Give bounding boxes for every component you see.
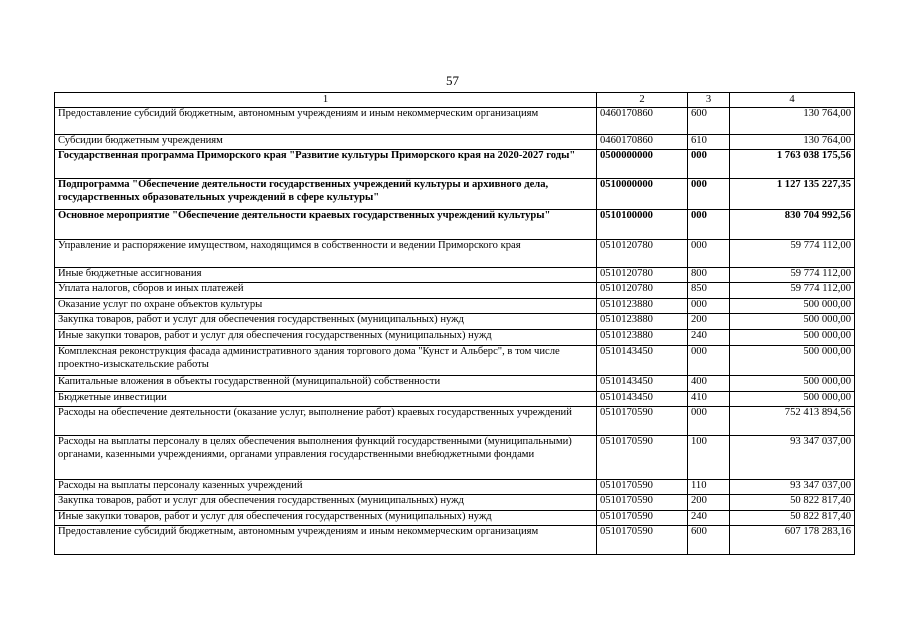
row-name-cell: Расходы на обеспечение деятельности (оказание услуг, выполнение работ) краевых государственных учреждений	[55, 407, 597, 436]
row-amount-cell: 500 000,00	[730, 346, 855, 376]
row-amount-cell: 130 764,00	[730, 108, 855, 135]
row-type-cell: 240	[688, 511, 730, 526]
row-type-cell: 800	[688, 268, 730, 283]
table-row	[55, 299, 855, 314]
budget-table	[54, 92, 855, 555]
row-type-cell: 240	[688, 330, 730, 346]
row-type-cell: 000	[688, 299, 730, 314]
row-name-cell: Иные закупки товаров, работ и услуг для обеспечения государственных (муниципальных) нужд	[55, 330, 597, 346]
table-row	[55, 135, 855, 150]
row-code-cell: 0510170590	[597, 511, 688, 526]
row-amount-cell: 130 764,00	[730, 135, 855, 150]
column-header-code: 2	[597, 93, 688, 108]
row-type-cell: 850	[688, 283, 730, 299]
row-code-cell: 0510143450	[597, 376, 688, 392]
row-name-cell: Предоставление субсидий бюджетным, автономным учреждениям и иным некоммерческим организациям	[55, 526, 597, 555]
table-row	[55, 179, 855, 210]
row-type-cell: 000	[688, 150, 730, 179]
row-code-cell: 0510120780	[597, 283, 688, 299]
row-code-cell: 0510170590	[597, 407, 688, 436]
table-row	[55, 495, 855, 511]
row-amount-cell: 500 000,00	[730, 376, 855, 392]
table-row	[55, 480, 855, 495]
row-code-cell: 0510170590	[597, 436, 688, 480]
row-type-cell: 200	[688, 314, 730, 330]
row-name-cell: Государственная программа Приморского края "Развитие культуры Приморского края на 2020-2027 годы"	[55, 150, 597, 179]
row-code-cell: 0460170860	[597, 135, 688, 150]
table-row	[55, 346, 855, 376]
table-body	[55, 108, 855, 555]
row-name-cell: Закупка товаров, работ и услуг для обеспечения государственных (муниципальных) нужд	[55, 495, 597, 511]
row-amount-cell: 50 822 817,40	[730, 495, 855, 511]
row-code-cell: 0510120780	[597, 268, 688, 283]
row-name-cell: Подпрограмма "Обеспечение деятельности государственных учреждений культуры и архивного дела, государственных образовательных учреждений в сфере культуры"	[55, 179, 597, 210]
row-code-cell: 0510170590	[597, 480, 688, 495]
row-type-cell: 000	[688, 407, 730, 436]
row-code-cell: 0510170590	[597, 526, 688, 555]
row-type-cell: 200	[688, 495, 730, 511]
row-amount-cell: 59 774 112,00	[730, 268, 855, 283]
row-type-cell: 000	[688, 179, 730, 210]
row-name-cell: Управление и распоряжение имуществом, находящимся в собственности и ведении Приморского края	[55, 240, 597, 268]
row-name-cell: Основное мероприятие "Обеспечение деятельности краевых государственных учреждений культуры"	[55, 210, 597, 240]
row-amount-cell: 50 822 817,40	[730, 511, 855, 526]
row-name-cell: Уплата налогов, сборов и иных платежей	[55, 283, 597, 299]
row-code-cell: 0510000000	[597, 179, 688, 210]
table-row	[55, 392, 855, 407]
row-type-cell: 110	[688, 480, 730, 495]
row-code-cell: 0500000000	[597, 150, 688, 179]
row-type-cell: 600	[688, 526, 730, 555]
header-row	[55, 93, 855, 108]
column-header-name: 1	[55, 93, 597, 108]
row-amount-cell: 93 347 037,00	[730, 480, 855, 495]
row-amount-cell: 607 178 283,16	[730, 526, 855, 555]
row-amount-cell: 830 704 992,56	[730, 210, 855, 240]
table-row	[55, 526, 855, 555]
row-code-cell: 0510170590	[597, 495, 688, 511]
column-header-type: 3	[688, 93, 730, 108]
row-code-cell: 0510123880	[597, 299, 688, 314]
table-row	[55, 511, 855, 526]
row-code-cell: 0510123880	[597, 330, 688, 346]
row-code-cell: 0510143450	[597, 392, 688, 407]
row-amount-cell: 500 000,00	[730, 314, 855, 330]
row-name-cell: Иные закупки товаров, работ и услуг для обеспечения государственных (муниципальных) нужд	[55, 511, 597, 526]
table-row	[55, 268, 855, 283]
table-row	[55, 283, 855, 299]
page-number: 57	[446, 73, 459, 88]
row-type-cell: 610	[688, 135, 730, 150]
row-name-cell: Расходы на выплаты персоналу в целях обеспечения выполнения функций государственными (муниципальными) органами, казенными учреждениями, органами управления государственными внебюджетными фондами	[55, 436, 597, 480]
row-amount-cell: 500 000,00	[730, 392, 855, 407]
row-amount-cell: 93 347 037,00	[730, 436, 855, 480]
row-name-cell: Иные бюджетные ассигнования	[55, 268, 597, 283]
row-amount-cell: 59 774 112,00	[730, 283, 855, 299]
row-type-cell: 000	[688, 240, 730, 268]
row-amount-cell: 1 127 135 227,35	[730, 179, 855, 210]
row-code-cell: 0510120780	[597, 240, 688, 268]
row-type-cell: 000	[688, 346, 730, 376]
row-type-cell: 400	[688, 376, 730, 392]
table-row	[55, 210, 855, 240]
row-name-cell: Комплексная реконструкция фасада административного здания торгового дома "Кунст и Альберс", в том числе проектно-изыскательские работы	[55, 346, 597, 376]
row-amount-cell: 1 763 038 175,56	[730, 150, 855, 179]
row-name-cell: Расходы на выплаты персоналу казенных учреждений	[55, 480, 597, 495]
row-amount-cell: 500 000,00	[730, 299, 855, 314]
table-row	[55, 108, 855, 135]
table-row	[55, 407, 855, 436]
row-amount-cell: 752 413 894,56	[730, 407, 855, 436]
row-type-cell: 410	[688, 392, 730, 407]
row-type-cell: 000	[688, 210, 730, 240]
row-code-cell: 0510143450	[597, 346, 688, 376]
column-header-amount: 4	[730, 93, 855, 108]
table-row	[55, 330, 855, 346]
table-row	[55, 150, 855, 179]
row-code-cell: 0510100000	[597, 210, 688, 240]
row-name-cell: Закупка товаров, работ и услуг для обеспечения государственных (муниципальных) нужд	[55, 314, 597, 330]
table-row	[55, 240, 855, 268]
row-code-cell: 0510123880	[597, 314, 688, 330]
row-name-cell: Капитальные вложения в объекты государственной (муниципальной) собственности	[55, 376, 597, 392]
row-type-cell: 100	[688, 436, 730, 480]
table-row	[55, 436, 855, 480]
row-name-cell: Оказание услуг по охране объектов культуры	[55, 299, 597, 314]
row-amount-cell: 59 774 112,00	[730, 240, 855, 268]
table-row	[55, 314, 855, 330]
row-name-cell: Субсидии бюджетным учреждениям	[55, 135, 597, 150]
row-amount-cell: 500 000,00	[730, 330, 855, 346]
row-code-cell: 0460170860	[597, 108, 688, 135]
row-name-cell: Бюджетные инвестиции	[55, 392, 597, 407]
row-type-cell: 600	[688, 108, 730, 135]
table-row	[55, 376, 855, 392]
row-name-cell: Предоставление субсидий бюджетным, автономным учреждениям и иным некоммерческим организациям	[55, 108, 597, 135]
